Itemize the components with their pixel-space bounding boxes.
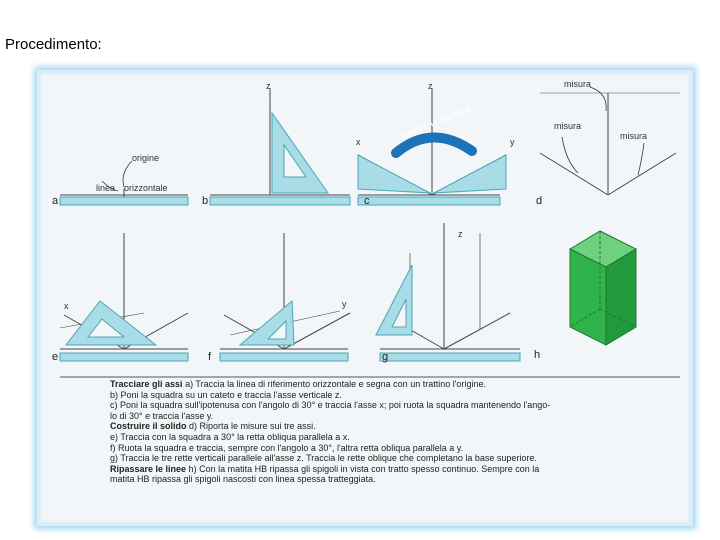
instr-d: d) Riporta le misure sui tre assi. — [189, 421, 316, 432]
instr-e: e) Traccia con la squadra a 30° la retta obliqua parallela a x. — [110, 431, 350, 442]
instr-h1: h) Con la matita HB ripassa gli spigoli in vista con tratto spesso continuo. Sempre con la — [188, 463, 540, 474]
axis-label-x-c: x — [356, 137, 361, 147]
instr-g: g) Traccia le tre rette verticali parallele all'asse z. Traccia le rette oblique che completano la base superiore. — [110, 453, 537, 464]
instr-h2: matita HB ripassa gli spigoli nascosti con linea spessa tratteggiata. — [110, 474, 376, 485]
instr-f: f) Ruota la squadra e traccia, sempre con l'angolo a 30°, l'altra retta obliqua parallela a y. — [110, 442, 464, 453]
rotate-arrow-label: ruotare la squadra — [400, 103, 472, 141]
panel-e — [60, 233, 188, 361]
axis-label-y-c: y — [510, 137, 515, 147]
label-misura-left: misura — [554, 121, 582, 131]
panel-letter-h: h — [534, 349, 541, 361]
panel-letter-d: d — [536, 195, 543, 207]
label-misura-right: misura — [620, 131, 648, 141]
panel-letter-f: f — [208, 351, 212, 363]
instr-c1: c) Poni la squadra sull'ipotenusa con l'angolo di 30° e traccia l'asse x; poi ruota la squadra mantenendo l'ango- — [110, 400, 551, 411]
heading-tracciare-assi: Tracciare gli assi — [110, 379, 183, 389]
instr-b: b) Poni la squadra su un cateto e traccia l'asse verticale z. — [110, 389, 342, 400]
axis-label-z-g: z — [458, 229, 463, 239]
instr-c2: lo di 30° e traccia l'asse y. — [110, 410, 214, 421]
panel-f — [220, 233, 350, 361]
instr-line-h — [110, 464, 680, 475]
label-misura-top: misura — [564, 79, 592, 89]
label-orizzontale: orizzontale — [124, 183, 168, 193]
axis-label-x-e: x — [64, 301, 69, 311]
panel-g — [376, 223, 520, 361]
axis-label-y-f: y — [342, 299, 347, 309]
axis-label-z-b: z — [266, 81, 271, 91]
panel-d — [540, 87, 680, 195]
slide-title: Procedimento: — [5, 36, 102, 53]
panel-letter-e: e — [52, 351, 59, 363]
panel-letter-b: b — [202, 195, 209, 207]
heading-ripassare-linee: Ripassare le linee — [110, 463, 187, 474]
panel-letter-c: c — [364, 195, 370, 207]
label-linea: linea — [96, 183, 116, 193]
panel-h — [570, 231, 636, 345]
axis-label-z-c: z — [428, 81, 433, 91]
instructions — [110, 379, 680, 485]
panel-c — [358, 88, 506, 205]
panel-b — [210, 88, 350, 205]
instr-line-a — [110, 379, 680, 390]
panel-letter-a: a — [52, 195, 59, 207]
instr-a: a) Traccia la linea di riferimento orizzontale e segna con un trattino l'origine. — [185, 379, 486, 389]
instr-line-d — [110, 421, 680, 432]
label-origine: origine — [132, 153, 160, 163]
heading-costruire-solido: Costruire il solido — [110, 421, 187, 432]
textbook-figure — [37, 70, 693, 526]
panel-letter-g: g — [382, 351, 389, 363]
